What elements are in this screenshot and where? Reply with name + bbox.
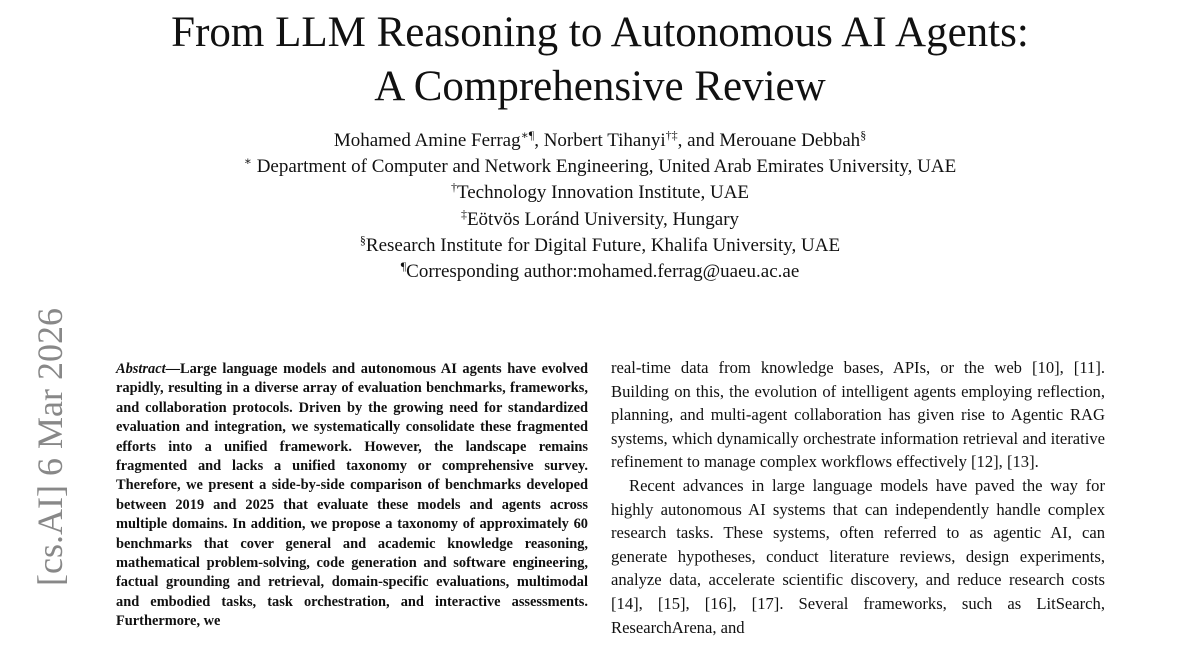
author-separator: , and xyxy=(677,130,720,151)
affiliation xyxy=(0,180,1200,206)
author-name: Mohamed Amine Ferrag xyxy=(333,130,521,151)
affiliation xyxy=(0,233,1200,259)
author-mark: †‡ xyxy=(665,128,678,142)
abstract xyxy=(116,360,588,632)
author-separator: , xyxy=(534,130,544,151)
affiliation xyxy=(0,259,1200,285)
affiliation-text: Eötvös Loránd University, Hungary xyxy=(466,208,740,230)
affiliation-text: Technology Innovation Institute, UAE xyxy=(456,182,750,204)
affiliation-mark: † xyxy=(450,180,457,195)
paper-title xyxy=(0,6,1200,114)
author-block xyxy=(0,128,1200,285)
affiliation-text: Research Institute for Digital Future, Khalifa University, UAE xyxy=(365,234,841,256)
affiliation xyxy=(0,154,1200,180)
affiliation-mark: ¶ xyxy=(400,259,407,274)
abstract-text: —Large language models and autonomous AI agents have evolved rapidly, resulting in a diverse array of evaluation benchmarks, frameworks, and collaboration protocols. Driven by the growing need for standardized evaluation and integration, we systematically consolidate these fragmented efforts into a unified framework. However, the landscape remains fragmented and lacks a unified taxonomy or comprehensive survey. Therefore, we present a side-by-side comparison of benchmarks developed between 2019 and 2025 that evaluate these models and agents across multiple domains. In addition, we propose a taxonomy of approximately 60 benchmarks that cover general and academic knowledge reasoning, mathematical problem-solving, code generation and software engineering, factual grounding and retrieval, domain-specific evaluations, multimodal and embodied tasks, task orchestration, and interactive assessments. Furthermore, we xyxy=(116,361,588,630)
author-mark: ∗¶ xyxy=(520,128,535,142)
paper-title-line-1: From LLM Reasoning to Autonomous AI Agents: xyxy=(171,9,1029,56)
author-name: Merouane Debbah xyxy=(719,130,861,151)
affiliation-mark: § xyxy=(359,232,366,247)
affiliation-text: Corresponding author:mohamed.ferrag@uaeu.ac.ae xyxy=(406,261,800,283)
author-list xyxy=(0,128,1200,154)
author-name: Norbert Tihanyi xyxy=(543,130,666,151)
affiliation-text: Department of Computer and Network Engineering, United Arab Emirates University, UAE xyxy=(251,156,957,178)
paper-title-line-2: A Comprehensive Review xyxy=(374,63,826,110)
body-paragraph: Recent advances in large language models have paved the way for highly autonomous AI systems that can independently handle complex research tasks. These systems, often referred to as agentic AI, can generate hypotheses, conduct literature reviews, design experiments, analyze data, accelerate scientific discovery, and reduce research costs [14], [15], [16], [17]. Several frameworks, such as LitSearch, ResearchArena, and xyxy=(611,475,1105,637)
body-paragraph: real-time data from knowledge bases, APIs, or the web [10], [11]. Building on this, the evolution of intelligent agents employing reflection, planning, and multi-agent collaboration has given rise to Agentic RAG systems, which dynamically orchestrate information retrieval and iterative refinement to manage complex workflows effectively [12], [13]. xyxy=(611,358,1105,472)
body-column-right xyxy=(611,356,1105,639)
author-mark: § xyxy=(860,128,867,142)
arxiv-stamp: [cs.AI] 6 Mar 2026 xyxy=(30,308,70,586)
abstract-label: Abstract xyxy=(116,361,166,377)
affiliation-mark: ∗ xyxy=(243,154,252,169)
affiliation-mark: ‡ xyxy=(460,206,467,221)
affiliation xyxy=(0,207,1200,233)
